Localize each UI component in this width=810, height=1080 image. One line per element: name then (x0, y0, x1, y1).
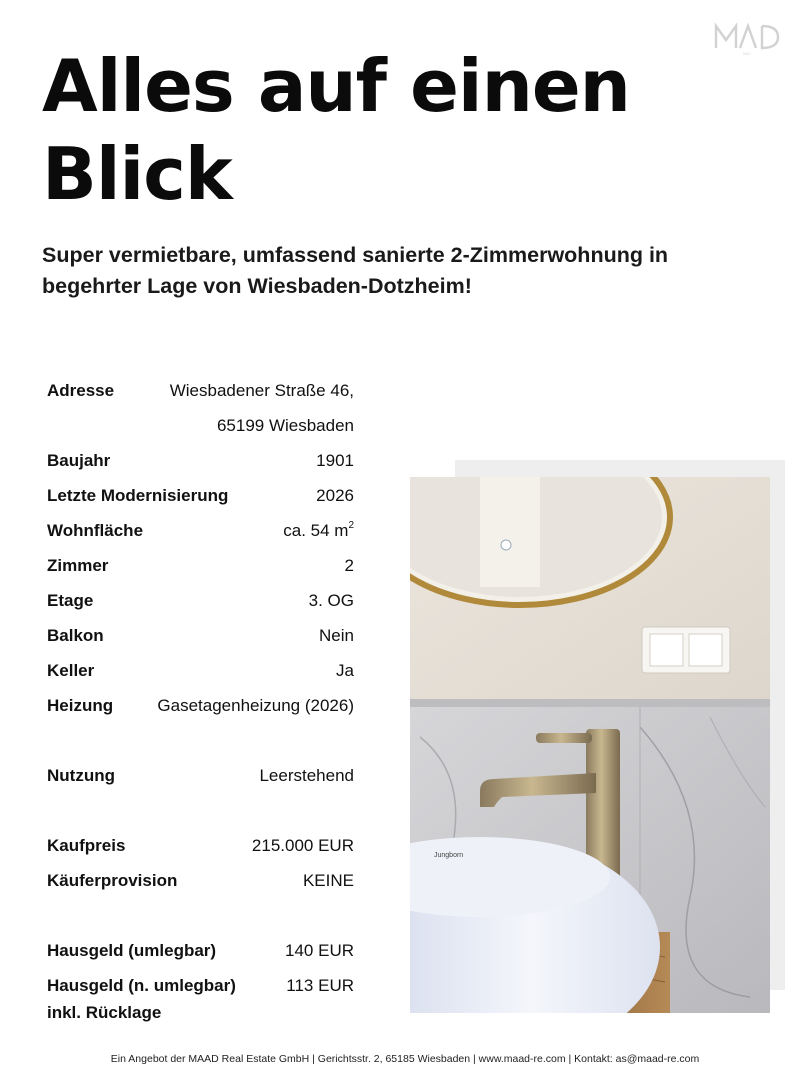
svg-text:MAD: MAD (743, 52, 751, 56)
fact-value: 2026 (316, 486, 354, 505)
fact-value: 215.000 EUR (251, 836, 354, 855)
spacer (47, 723, 354, 758)
fact-label: Hausgeld (umlegbar) (47, 941, 217, 960)
fact-label: Keller (47, 661, 95, 680)
fact-row-etage (47, 583, 354, 618)
area-unit-superscript: 2 (348, 520, 354, 531)
fact-label: Etage (47, 591, 94, 610)
fact-value: KEINE (302, 871, 354, 890)
fact-row-balkon (47, 618, 354, 653)
fact-value: Ja (336, 661, 354, 680)
bathroom-photo-illustration (410, 477, 770, 1013)
fact-label: Wohnfläche (47, 521, 144, 540)
fact-value: Gasetagenheizung (2026) (157, 696, 354, 715)
fact-row-adresse (47, 373, 354, 408)
fact-row-zimmer (47, 548, 354, 583)
spacer (47, 898, 354, 933)
fact-value: Wiesbadener Straße 46, (169, 381, 354, 400)
fact-row-heizung (47, 688, 354, 723)
fact-row-hausgeld-nicht-umlegbar (47, 968, 354, 1030)
fact-label: Heizung (47, 696, 114, 715)
fact-value: 3. OG (308, 591, 354, 610)
maad-logo (712, 18, 782, 58)
page-footer: Ein Angebot der MAAD Real Estate GmbH | Gerichtsstr. 2, 65185 Wiesbaden | www.maad-re.com | Kontakt: as@maad-re.com (110, 1053, 700, 1065)
sink-brand-label: Jungborn (434, 852, 464, 859)
fact-label: Baujahr (47, 451, 111, 470)
fact-row-wohnflaeche (47, 513, 354, 548)
fact-value: 2 (344, 556, 354, 575)
page-title: Alles auf einen Blick (42, 44, 630, 216)
fact-row-kaufpreis (47, 828, 354, 863)
maad-logo-icon (712, 18, 782, 58)
fact-label: Adresse (47, 381, 115, 400)
fact-row-modernisierung (47, 478, 354, 513)
fact-row-adresse-cont (47, 408, 354, 443)
fact-row-keller (47, 653, 354, 688)
facts-table (47, 373, 354, 1030)
fact-label: Zimmer (47, 556, 109, 575)
fact-value: Leerstehend (259, 766, 354, 785)
fact-value: 113 EUR (286, 976, 354, 995)
fact-label: Nutzung (47, 766, 115, 785)
fact-row-hausgeld-umlegbar (47, 933, 354, 968)
bathroom-photo (410, 477, 770, 1013)
page-subtitle: Super vermietbare, umfassend sanierte 2-Zimmerwohnung in begehrter Lage von Wiesbaden-Dotzheim! (42, 243, 669, 298)
fact-value: 1901 (316, 451, 354, 470)
area-number: ca. 54 m (283, 521, 349, 540)
fact-label: Letzte Modernisierung (47, 486, 229, 505)
fact-label: Balkon (47, 626, 104, 645)
fact-label: Käuferprovision (47, 871, 178, 890)
fact-value: 65199 Wiesbaden (216, 416, 354, 435)
fact-value: Nein (319, 626, 354, 645)
fact-label: Hausgeld (n. umlegbar) inkl. Rücklage (47, 976, 236, 1022)
fact-value: 140 EUR (285, 941, 354, 960)
fact-row-provision (47, 863, 354, 898)
fact-row-baujahr (47, 443, 354, 478)
spacer (47, 793, 354, 828)
fact-label: Kaufpreis (47, 836, 126, 855)
fact-value (283, 513, 354, 548)
fact-row-nutzung (47, 758, 354, 793)
